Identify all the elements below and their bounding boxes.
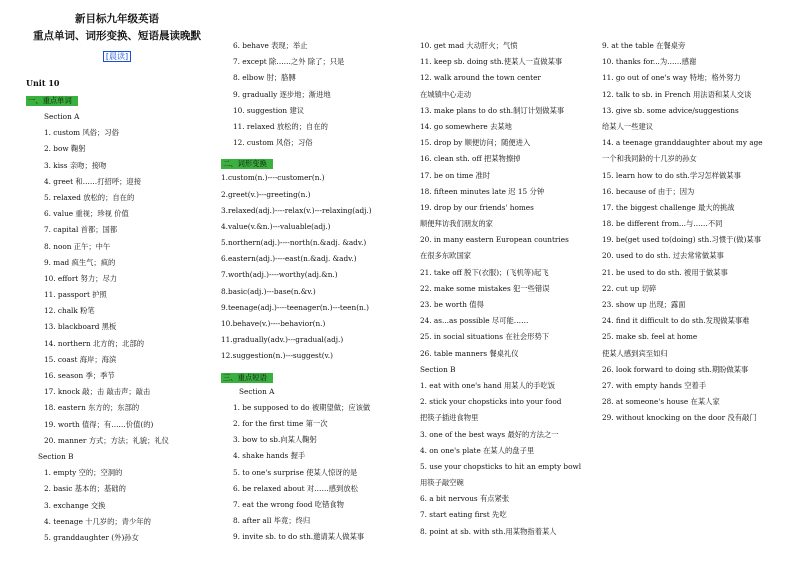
list-item: 14. northern 北方的；北部的 [44, 338, 145, 348]
list-item: 4.value(v.&n.)---valuable(adj.) [221, 221, 331, 231]
list-item: 3. bow to sb.向某人鞠躬 [233, 435, 317, 445]
list-item: 11. go out of one's way 特地；格外努力 [602, 73, 741, 83]
list-item: 25. make sb. feel at home [602, 332, 698, 342]
list-item: 9. at the table 在餐桌旁 [602, 41, 686, 50]
list-item: 9. mad 疯生气；疯的 [44, 257, 116, 267]
list-item: 20. used to do sth. 过去常常做某事 [602, 251, 724, 261]
list-item: 17. be on time 准时 [420, 170, 491, 180]
list-item: 7. start eating first 先吃 [420, 510, 507, 520]
phrase-section-b-label: Section B [420, 364, 456, 374]
list-item: 2. bow 鞠躬 [44, 144, 86, 154]
list-item: 4. greet 和……打招呼；迎接 [44, 176, 142, 186]
list-item: 9. gradually 逐步地；渐进地 [233, 89, 331, 99]
list-item: 10. suggestion 建议 [233, 105, 305, 115]
list-item: 27. with empty hands 空着手 [602, 380, 707, 390]
list-item: 8. elbow 肘；胳膊 [233, 73, 296, 83]
list-item: 28. at someone's house 在某人家 [602, 397, 720, 407]
list-item: 3. kiss 亲吻；接吻 [44, 160, 107, 170]
list-item: 3.relaxed(adj.)----relax(v.)---relaxing(adj.) [221, 205, 372, 215]
list-item: 7. eat the wrong food 吃错食物 [233, 499, 344, 509]
list-item: 14. a teenage granddaughter about my age [602, 138, 763, 148]
list-item: 16. because of 由于；因为 [602, 186, 695, 196]
list-item: 6. a bit nervous 有点紧张 [420, 494, 510, 504]
list-item: 11. passport 护照 [44, 290, 107, 300]
list-item: 29. without knocking on the door 没有敲门 [602, 413, 757, 423]
list-item: 23. show up 出现；露面 [602, 300, 686, 309]
list-item: 5. relaxed 放松的；自在的 [44, 192, 135, 202]
list-item: 顺便拜访我们朋友的家 [420, 219, 493, 229]
list-item: 21. take off 脱下(衣服)；(飞机等)起飞 [420, 267, 549, 277]
list-item: 2. for the first time 第一次 [233, 418, 328, 428]
list-item: 10. thanks for...为……感谢 [602, 57, 697, 67]
list-item: 6. behave 表现；举止 [233, 41, 308, 50]
list-item: 用筷子敲空碗 [420, 478, 464, 488]
list-item: 2. basic 基本的；基础的 [44, 484, 126, 494]
phrase-list-b [420, 378, 600, 540]
list-item: 18. be different from...与……不同 [602, 219, 723, 229]
list-item: 14. go somewhere 去某地 [420, 121, 512, 131]
list-item: 11.gradually(adv.)---gradual(adj.) [221, 335, 344, 345]
list-item: 22. make some mistakes 犯一些错误 [420, 283, 550, 293]
list-item: 1.custom(n.)----customer(n.) [221, 173, 325, 183]
list-item: 4. on one's plate 在某人的盘子里 [420, 445, 535, 455]
list-item: 1. eat with one's hand 用某人的手吃饭 [420, 380, 556, 390]
list-item: 18. fifteen minutes late 迟 15 分钟 [420, 186, 545, 196]
list-item: 使某人感到宾至如归 [602, 348, 668, 358]
list-item: 1. be supposed to do 被期望做；应该做 [233, 402, 371, 412]
list-item: 5. use your chopsticks to hit an empty bowl [420, 461, 582, 471]
list-item: 12. talk to sb. in French 用法语和某人交谈 [602, 89, 752, 99]
list-item: 3. exchange 交换 [44, 500, 106, 510]
word-list-b [26, 465, 206, 546]
list-item: 12. chalk 粉笔 [44, 306, 95, 316]
section-b-label: Section B [38, 451, 74, 461]
list-item: 2.greet(v.)---greeting(n.) [221, 189, 311, 199]
list-item: 7. except 除……之外 除了；只是 [233, 57, 345, 67]
list-item: 9. invite sb. to do sth.邀请某人做某事 [233, 532, 365, 542]
word-form-list [221, 170, 401, 364]
list-item: 6. be relaxed about 对……感到放松 [233, 483, 358, 493]
list-item: 17. knock 敲；击 敲击声；敲击 [44, 387, 151, 397]
section-heading-words: 一、重点单词 [26, 96, 78, 106]
list-item: 10. effort 努力；尽力 [44, 273, 118, 283]
column-3 [420, 38, 600, 540]
list-item: 13. make plans to do sth.制订计划做某事 [420, 105, 565, 115]
list-item: 24. find it difficult to do sth.发现做某事难 [602, 316, 750, 326]
list-item: 在城镇中心走动 [420, 89, 472, 99]
list-item: 1. empty 空的；空洞的 [44, 468, 123, 478]
list-item: 6. value 重视；珍视 价值 [44, 209, 129, 219]
list-item: 23. be worth 值得 [420, 300, 484, 309]
list-item: 7.worth(adj.)----worthy(adj.&n.) [221, 270, 338, 280]
list-item: 13. give sb. some advice/suggestions [602, 105, 739, 115]
list-item: 26. table manners 餐桌礼仪 [420, 348, 519, 358]
list-item: 19. drop by our friends' homes [420, 202, 534, 212]
list-item: 4. shake hands 握手 [233, 451, 306, 461]
list-item: 4. teenage 十几岁的；青少年的 [44, 516, 151, 526]
list-item: 把筷子插进食物里 [420, 413, 479, 423]
list-item: 5. granddaughter (外)孙女 [44, 532, 139, 542]
list-item: 5.northern(adj.)----north(n.&adj. &adv.) [221, 238, 367, 248]
section-a-label: Section A [44, 112, 80, 121]
list-item: 5. to one's surprise 使某人惊讶的是 [233, 467, 358, 477]
list-item: 12.suggestion(n.)---suggest(v.) [221, 351, 333, 361]
list-item: 8.basic(adj.)---base(n.&v.) [221, 286, 316, 296]
word-list-a [26, 125, 206, 449]
list-item: 26. look forward to doing sth.期盼做某事 [602, 364, 749, 374]
column-2 [221, 38, 401, 545]
list-item: 15. learn how to do sth.学习怎样做某事 [602, 170, 741, 180]
list-item: 18. eastern 东方的；东部的 [44, 403, 140, 413]
morning-reading-tag: [晨读] [103, 51, 131, 62]
section-heading-forms: 二、词形变换 [221, 159, 273, 169]
list-item: 2. stick your chopsticks into your food [420, 397, 562, 407]
phrase-list-a-cont [420, 38, 600, 362]
unit-label: Unit 10 [26, 78, 60, 88]
list-item: 25. in social situations 在社会形势下 [420, 332, 550, 342]
section-heading-phrases: 三、重点短语 [221, 373, 273, 383]
list-item: 7. capital 首都；国都 [44, 225, 118, 235]
list-item: 20. in many eastern European countries [420, 235, 569, 245]
list-item: 15. coast 海岸；海滨 [44, 354, 117, 364]
list-item: 10.behave(v.)----behavior(n.) [221, 319, 326, 328]
list-item: 一个和我同龄的十几岁的孙女 [602, 154, 697, 164]
column-4 [602, 38, 782, 427]
list-item: 8. after all 毕竟；终归 [233, 516, 311, 526]
list-item: 19. be(get used to(doing) sth.习惯于(做)某事 [602, 235, 762, 245]
list-item: 13. blackboard 黑板 [44, 322, 117, 332]
phrase-section-a-label: Section A [239, 386, 275, 396]
list-item: 16. season 季；季节 [44, 371, 115, 380]
list-item: 15. drop by 顺便访问；随便进入 [420, 138, 531, 148]
word-list-a-cont [221, 38, 401, 151]
list-item: 8. point at sb. with sth.用某物指着某人 [420, 526, 557, 536]
list-item: 6.eastern(adj.)----east(n.&adj. &adv.) [221, 254, 357, 264]
list-item: 24. as...as possible 尽可能…… [420, 316, 529, 326]
page-subtitle: 重点单词、词形变换、短语晨读晚默 [33, 30, 201, 42]
list-item: 给某人一些建议 [602, 121, 654, 131]
list-item: 12. custom 风俗；习俗 [233, 138, 313, 148]
list-item: 8. noon 正午；中午 [44, 241, 111, 251]
list-item: 9.teenage(adj.)----teenager(n.)---teen(n.) [221, 302, 369, 312]
list-item: 在很多东欧国家 [420, 251, 472, 261]
list-item: 3. one of the best ways 最好的方法之一 [420, 429, 559, 439]
list-item: 16. clean sth. off 把某物擦掉 [420, 154, 521, 164]
column-1 [26, 38, 206, 546]
list-item: 1. custom 风俗；习俗 [44, 128, 119, 138]
page-title: 新目标九年级英语 [75, 13, 159, 25]
list-item: 20. manner 方式；方法；礼貌；礼仪 [44, 435, 169, 445]
list-item: 11. relaxed 放松的；自在的 [233, 121, 328, 131]
list-item: 11. keep sb. doing sth.使某人一直做某事 [420, 57, 563, 67]
list-item: 10. get mad 大动肝火；气愤 [420, 41, 518, 50]
phrase-list-b-cont [602, 38, 782, 427]
list-item: 21. be used to do sth. 被用于做某事 [602, 267, 728, 277]
list-item: 22. cut up 切碎 [602, 283, 657, 293]
list-item: 17. the biggest challenge 最大的挑战 [602, 202, 735, 212]
phrase-list-a [221, 400, 401, 546]
list-item: 12. walk around the town center [420, 73, 541, 83]
list-item: 19. worth 值得；有……价值(的) [44, 419, 154, 429]
